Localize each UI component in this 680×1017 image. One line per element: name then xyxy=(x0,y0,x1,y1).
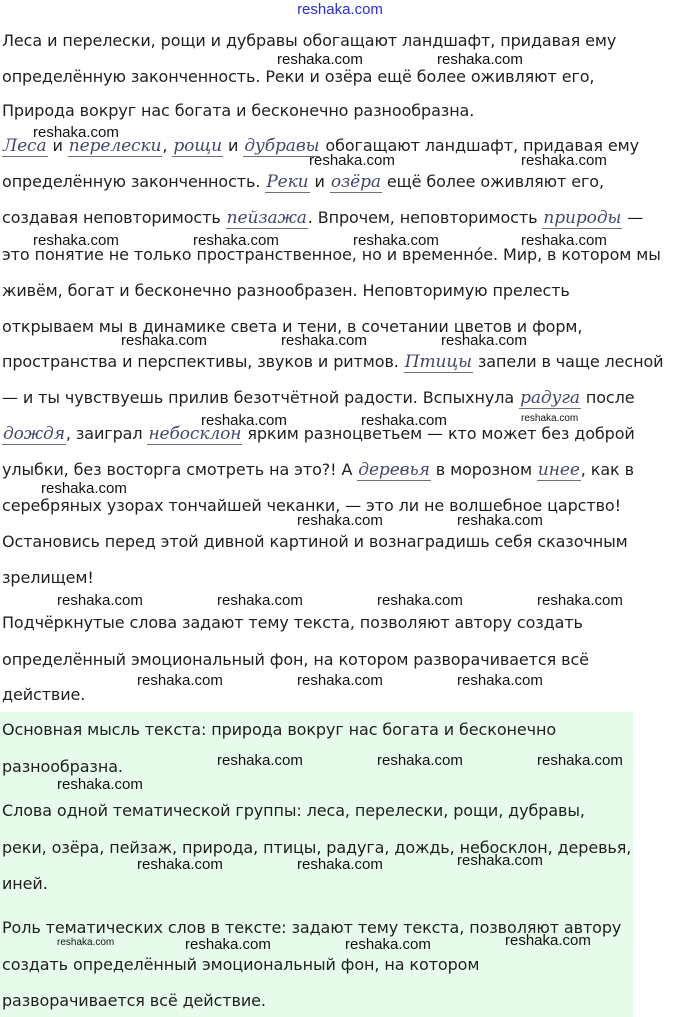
theme-word: рощи xyxy=(173,136,223,156)
watermark: reshaka.com xyxy=(353,232,439,249)
annotated-line-11: серебряных узорах тончайшей чеканки, — это ли не волшебное царство! xyxy=(2,496,621,515)
explanation-line-2: определённый эмоциональный фон, на котором разворачивается всё xyxy=(2,650,589,669)
explanation-line-3: действие. xyxy=(2,685,86,704)
answer-group-3: иней. xyxy=(2,874,48,893)
watermark: reshaka.com xyxy=(457,852,543,869)
watermark: reshaka.com xyxy=(41,480,127,497)
answer-main-idea-2: разнообразна. xyxy=(2,757,123,776)
annotated-line-10: улыбки, без восторга смотреть на это?! А деревья в морозном инее, как в xyxy=(2,460,634,480)
watermark: reshaka.com xyxy=(297,512,383,529)
watermark: reshaka.com xyxy=(377,592,463,609)
theme-word: пейзажа xyxy=(226,208,307,228)
original-line-3: Природа вокруг нас богата и бесконечно разнообразна. xyxy=(2,101,475,120)
watermark: reshaka.com xyxy=(441,332,527,349)
annotated-line-9: дождя, заиграл небосклон ярким разноцветьем — кто может без доброй xyxy=(3,424,635,444)
annotated-line-2: определённую законченность. Реки и озёра ещё более оживляют его, xyxy=(2,172,604,192)
watermark: reshaka.com xyxy=(361,412,447,429)
watermark: reshaka.com xyxy=(201,412,287,429)
site-link[interactable]: reshaka.com xyxy=(297,1,383,18)
answer-main-idea-1: Основная мысль текста: природа вокруг нас богата и бесконечно xyxy=(2,720,557,739)
theme-word: дождя xyxy=(3,424,65,444)
theme-word: деревья xyxy=(358,460,430,480)
answer-group-1: Слова одной тематической группы: леса, перелески, рощи, дубравы, xyxy=(2,801,585,820)
watermark: reshaka.com xyxy=(33,124,119,141)
watermark: reshaka.com xyxy=(57,592,143,609)
annotated-line-6: открываем мы в динамике света и тени, в сочетании цветов и форм, xyxy=(2,317,583,336)
watermark: reshaka.com xyxy=(57,776,143,793)
watermark: reshaka.com xyxy=(521,413,579,424)
original-line-2: определённую законченность. Реки и озёра ещё более оживляют его, xyxy=(2,67,595,86)
answer-role-2: создать определённый эмоциональный фон, на котором xyxy=(2,955,480,974)
watermark: reshaka.com xyxy=(217,752,303,769)
theme-word: озёра xyxy=(330,172,381,192)
watermark: reshaka.com xyxy=(33,232,119,249)
explanation-line-1: Подчёркнутые слова задают тему текста, позволяют автору создать xyxy=(2,613,583,632)
annotated-line-5: живём, богат и бесконечно разнообразен. Неповторимую прелесть xyxy=(2,281,570,300)
theme-word: Реки xyxy=(266,172,309,192)
watermark: reshaka.com xyxy=(309,152,395,169)
annotated-line-3: создавая неповторимость пейзажа. Впрочем, неповторимость природы — xyxy=(2,208,644,228)
watermark: reshaka.com xyxy=(57,937,115,948)
watermark: reshaka.com xyxy=(137,856,223,873)
theme-word: Леса xyxy=(3,136,47,156)
watermark: reshaka.com xyxy=(281,332,367,349)
theme-word: перелески xyxy=(68,136,162,156)
watermark: reshaka.com xyxy=(297,856,383,873)
theme-word: небосклон xyxy=(148,424,242,444)
watermark: reshaka.com xyxy=(457,512,543,529)
watermark: reshaka.com xyxy=(297,672,383,689)
watermark: reshaka.com xyxy=(137,672,223,689)
original-line-1: Леса и перелески, рощи и дубравы обогащают ландшафт, придавая ему xyxy=(2,31,617,50)
annotated-line-1: Леса и перелески, рощи и дубравы обогащают ландшафт, придавая ему xyxy=(3,136,639,156)
watermark: reshaka.com xyxy=(121,332,207,349)
watermark: reshaka.com xyxy=(193,232,279,249)
watermark: reshaka.com xyxy=(377,752,463,769)
annotated-line-13: зрелищем! xyxy=(2,568,94,587)
watermark: reshaka.com xyxy=(521,152,607,169)
watermark: reshaka.com xyxy=(537,752,623,769)
theme-word: радуга xyxy=(520,388,580,408)
theme-word: инее xyxy=(537,460,580,480)
answer-role-3: разворачивается всё действие. xyxy=(2,991,266,1010)
watermark: reshaka.com xyxy=(521,232,607,249)
watermark: reshaka.com xyxy=(437,51,523,68)
annotated-line-4: это понятие не только пространственное, но и временно́е. Мир, в котором мы xyxy=(2,245,661,264)
annotated-line-7: пространства и перспективы, звуков и ритмов. Птицы запели в чаще лесной xyxy=(2,352,664,372)
watermark: reshaka.com xyxy=(345,936,431,953)
theme-word: природы xyxy=(543,208,622,228)
watermark: reshaka.com xyxy=(217,592,303,609)
watermark: reshaka.com xyxy=(185,936,271,953)
watermark: reshaka.com xyxy=(537,592,623,609)
answer-role-1: Роль тематических слов в тексте: задают тему текста, позволяют автору xyxy=(2,918,622,937)
watermark: reshaka.com xyxy=(277,51,363,68)
answer-group-2: реки, озёра, пейзаж, природа, птицы, радуга, дождь, небосклон, деревья, xyxy=(2,838,632,857)
annotated-line-8: — и ты чувствуешь прилив безотчётной радости. Вспыхнула радуга после xyxy=(2,388,635,408)
watermark: reshaka.com xyxy=(505,932,591,949)
annotated-line-12: Остановись перед этой дивной картиной и вознаградишь себя сказочным xyxy=(2,532,628,551)
theme-word: дубравы xyxy=(244,136,320,156)
watermark: reshaka.com xyxy=(457,672,543,689)
theme-word: Птицы xyxy=(404,352,472,372)
